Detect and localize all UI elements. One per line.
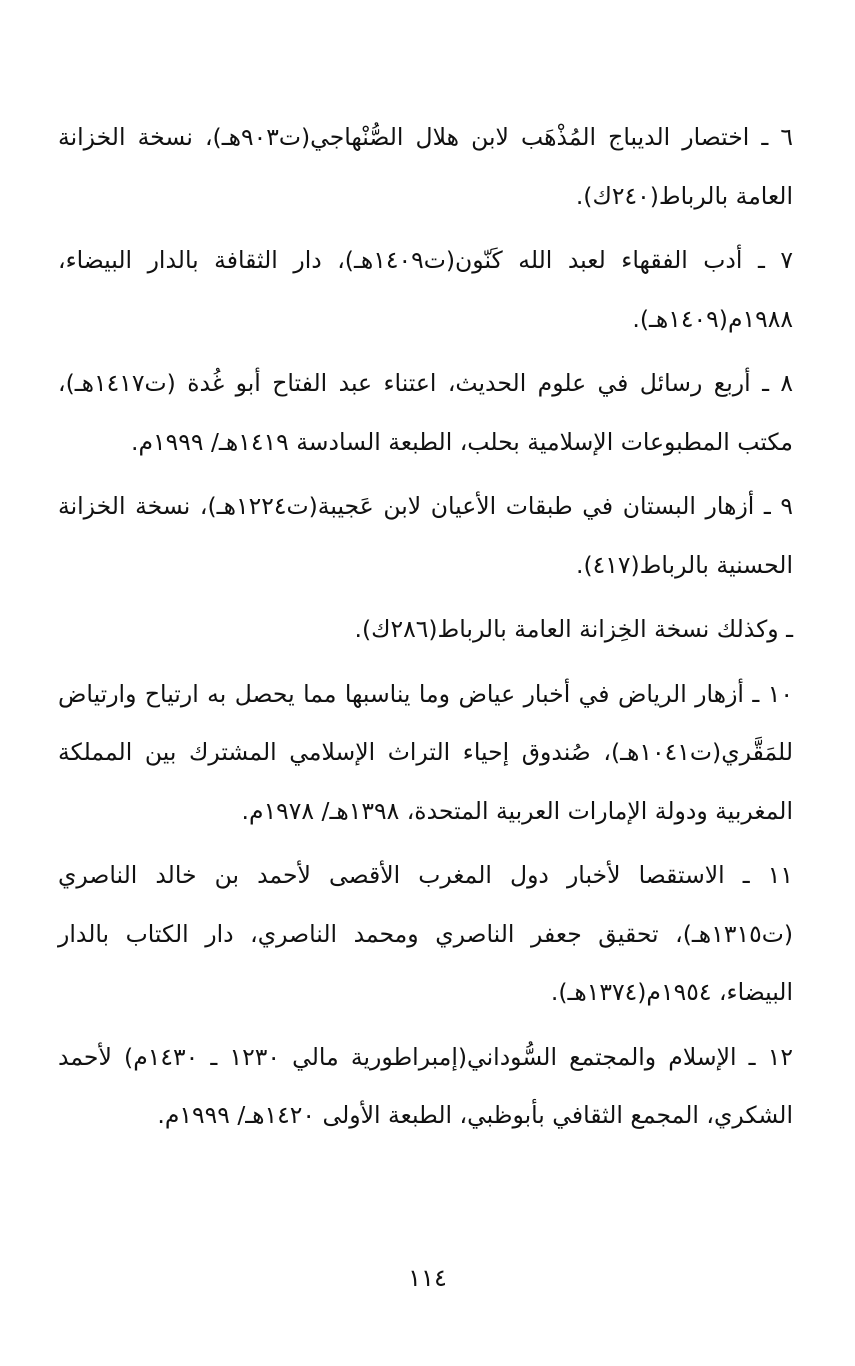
page-number: ١١٤ <box>408 1264 447 1292</box>
bibliography-entry-11: ١١ ـ الاستقصا لأخبار دول المغرب الأقصى لأحمد بن خالد الناصري (ت١٣١٥هـ)، تحقيق جعفر الناصري ومحمد الناصري، دار الكتاب بالدار البيضاء، ١٩٥٤م(١٣٧٤هـ). <box>58 861 793 1006</box>
bibliography-entry-12: ١٢ ـ الإسلام والمجتمع السُّوداني(إمبراطورية مالي ١٢٣٠ ـ ١٤٣٠م) لأحمد الشكري، المجمع الثقافي بأبوظبي، الطبعة الأولى ١٤٢٠هـ/ ١٩٩٩م. <box>58 1042 793 1129</box>
bibliography-entry-9-note: ـ وكذلك نسخة الخِزانة العامة بالرباط(٢٨٦ك). <box>354 615 793 643</box>
bibliography-list <box>58 108 793 1151</box>
bibliography-entry-10: ١٠ ـ أزهار الرياض في أخبار عياض وما يناسبها مما يحصل به ارتياح وارتياض للمَقَّري(ت١٠٤١هـ)، صُندوق إحياء التراث الإسلامي المشترك بين المملكة المغربية ودولة الإمارات العربية المتحدة، ١٣٩٨هـ/ ١٩٧٨م. <box>58 679 793 825</box>
bibliography-entry-7: ٧ ـ أدب الفقهاء لعبد الله كَنّون(ت١٤٠٩هـ)، دار الثقافة بالدار البيضاء، ١٩٨٨م(١٤٠٩هـ). <box>58 246 793 333</box>
bibliography-entry-6: ٦ ـ اختصار الديباج المُذْهَب لابن هلال الصُّنْهاجي(ت٩٠٣هـ)، نسخة الخزانة العامة بالرباط(٢٤٠ك). <box>58 123 793 210</box>
bibliography-entry-8: ٨ ـ أربع رسائل في علوم الحديث، اعتناء عبد الفتاح أبو غُدة (ت١٤١٧هـ)، مكتب المطبوعات الإسلامية بحلب، الطبعة السادسة ١٤١٩هـ/ ١٩٩٩م. <box>58 369 793 456</box>
bibliography-entry-9: ٩ ـ أزهار البستان في طبقات الأعيان لابن عَجيبة(ت١٢٢٤هـ)، نسخة الخزانة الحسنية بالرباط(٤١٧). <box>58 492 793 579</box>
